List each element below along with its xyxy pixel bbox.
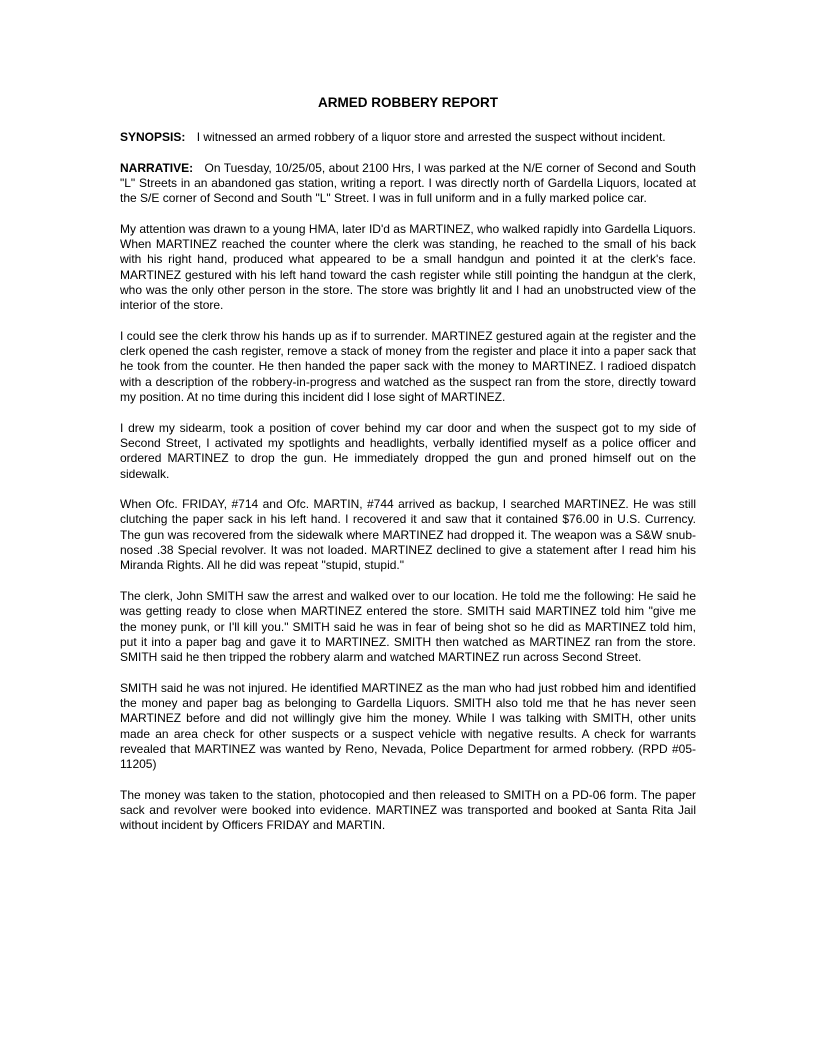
narrative-text: On Tuesday, 10/25/05, about 2100 Hrs, I was parked at the N/E corner of Second and South "L" Streets in an abandoned gas station, writing a report. I was directly north of Gardella Liquors, located at the S/E corner of Second and South "L" Street. I was in full uniform and in a fully marked police car. [120, 160, 696, 206]
narrative-label: NARRATIVE: [120, 160, 194, 175]
body-paragraph-arrest: I drew my sidearm, took a position of cover behind my car door and when the suspect got to my side of Second Street, I activated my spotlights and headlights, verbally identified myself as a police officer and ordered MARTINEZ to drop the gun. He immediately dropped the gun and proned himself out on the sidewalk. [120, 420, 696, 481]
body-paragraph-evidence: The money was taken to the station, photocopied and then released to SMITH on a PD-06 form. The paper sack and revolver were booked into evidence. MARTINEZ was transported and booked at Santa Rita Jail without incident by Officers FRIDAY and MARTIN. [120, 787, 696, 833]
body-paragraph-attention: My attention was drawn to a young HMA, later ID'd as MARTINEZ, who walked rapidly into Gardella Liquors. When MARTINEZ reached the counter where the clerk was standing, he reached to the small of his back with his right hand, produced what appeared to be a small handgun and pointed it at the clerk's face. MARTINEZ gestured with his left hand toward the cash register while still pointing the handgun at the clerk, who was the only other person in the store. The store was brightly lit and I had an unobstructed view of the interior of the store. [120, 221, 696, 313]
body-paragraph-identification: SMITH said he was not injured. He identified MARTINEZ as the man who had just robbed him and identified the money and paper bag as belonging to Gardella Liquors. SMITH also told me that he has never seen MARTINEZ before and did not willingly give him the money. While I was talking with SMITH, other units made an area check for other suspects or a suspect vehicle with negative results. A check for warrants revealed that MARTINEZ was wanted by Reno, Nevada, Police Department for armed robbery. (RPD #05-11205) [120, 680, 696, 772]
report-title: ARMED ROBBERY REPORT [317, 95, 498, 110]
report-body [120, 130, 696, 849]
synopsis-text: I witnessed an armed robbery of a liquor store and arrested the suspect without incident. [196, 130, 666, 144]
narrative-paragraph [120, 161, 696, 207]
body-paragraph-clerk-statement: The clerk, John SMITH saw the arrest and walked over to our location. He told me the following: He said he was getting ready to close when MARTINEZ entered the store. SMITH said MARTINEZ told him "give me the money punk, or I'll kill you." SMITH said he was in fear of being shot so he did as MARTINEZ told him, put it into a paper bag and gave it to MARTINEZ. SMITH then watched as MARTINEZ ran from the store. SMITH said he then tripped the robbery alarm and watched MARTINEZ run across Second Street. [120, 588, 696, 665]
synopsis-label: SYNOPSIS: [120, 130, 186, 144]
synopsis-paragraph [120, 130, 696, 145]
body-paragraph-surrender: I could see the clerk throw his hands up as if to surrender. MARTINEZ gestured again at the register and the clerk opened the cash register, remove a stack of money from the register and place it into a paper sack that he took from the counter. He then handed the paper sack with the money to MARTINEZ. I radioed dispatch with a description of the robbery-in-progress and watched as the suspect ran from the store, directly toward my position. At no time during this incident did I lose sight of MARTINEZ. [120, 328, 696, 405]
body-paragraph-backup: When Ofc. FRIDAY, #714 and Ofc. MARTIN, #744 arrived as backup, I searched MARTINEZ. He was still clutching the paper sack in his left hand. I recovered it and saw that it contained $76.00 in U.S. Currency. The gun was recovered from the sidewalk where MARTINEZ had dropped it. The weapon was a S&W snub-nosed .38 Special revolver. It was not loaded. MARTINEZ declined to give a statement after I read him his Miranda Rights. All he did was repeat "stupid, stupid." [120, 497, 696, 573]
